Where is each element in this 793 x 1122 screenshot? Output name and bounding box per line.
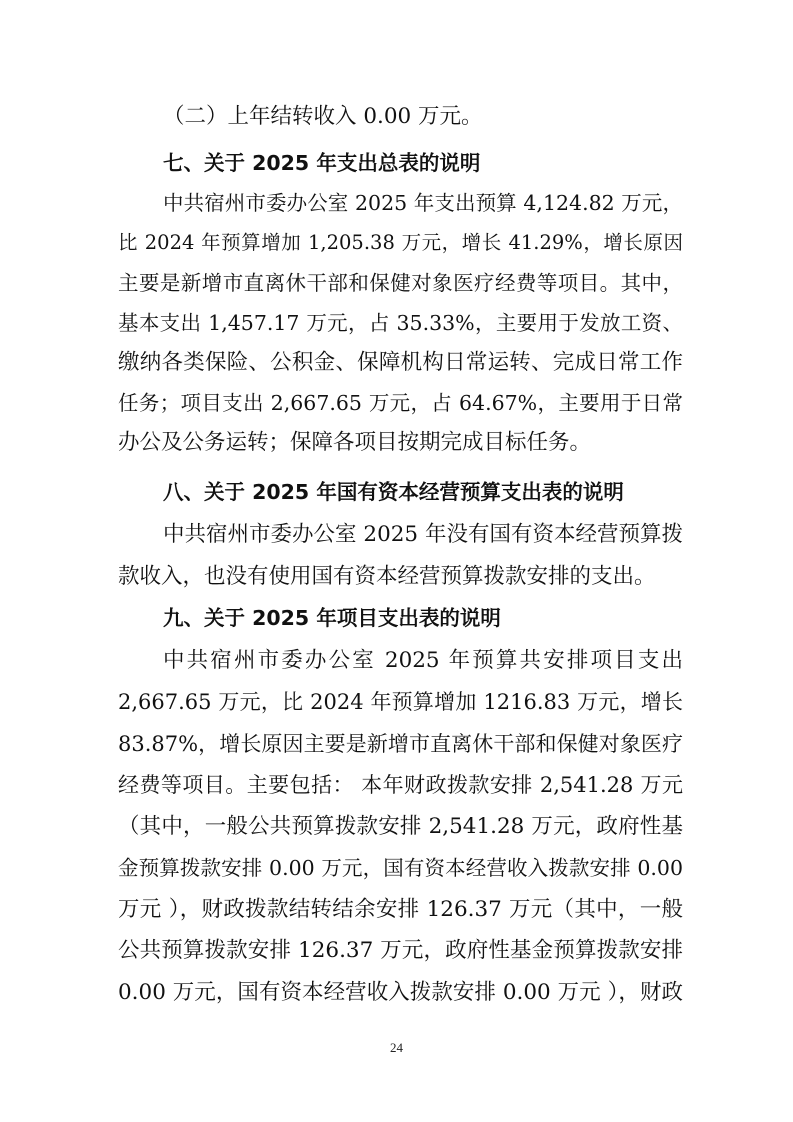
paragraph-line: 万元 ），财政拨款结转结余安排 126.37 万元（其中，一般 [118,897,683,922]
section-heading-7: 七、关于 2025 年支出总表的说明 [163,151,481,175]
paragraph-line: 任务；项目支出 2,667.65 万元，占 64.67%，主要用于日常 [118,391,683,415]
paragraph-line: 83.87%，增长原因主要是新增市直离休干部和保健对象医疗 [118,732,683,756]
section-heading-8: 八、关于 2025 年国有资本经营预算支出表的说明 [163,480,624,504]
text-line-carryover-income: （二）上年结转收入 0.00 万元。 [163,104,483,129]
paragraph-line: 主要是新增市直离休干部和保健对象医疗经费等项目。其中， [118,271,683,295]
paragraph-line: 2,667.65 万元，比 2024 年预算增加 1216.83 万元，增长 [118,690,683,714]
paragraph-line: 0.00 万元，国有资本经营收入拨款安排 0.00 万元 ），财政 [118,980,683,1005]
paragraph-line: 款收入，也没有使用国有资本经营预算拨款安排的支出。 [118,564,656,589]
paragraph-line: 公共预算拨款安排 126.37 万元，政府性基金预算拨款安排 [118,938,683,963]
paragraph-line: 办公及公务运转；保障各项目按期完成目标任务。 [118,430,592,455]
paragraph-line: 金预算拨款安排 0.00 万元，国有资本经营收入拨款安排 0.00 [118,856,683,880]
paragraph-line: 中共宿州市委办公室 2025 年预算共安排项目支出 [163,648,683,673]
paragraph-line: 基本支出 1,457.17 万元，占 35.33%，主要用于发放工资、 [118,311,683,335]
paragraph-line: 中共宿州市委办公室 2025 年没有国有资本经营预算拨 [163,522,683,547]
paragraph-line: （其中，一般公共预算拨款安排 2,541.28 万元，政府性基 [118,814,683,839]
paragraph-line: 经费等项目。主要包括： 本年财政拨款安排 2,541.28 万元 [118,773,683,797]
page-number: 24 [390,1040,403,1055]
paragraph-line: 缴纳各类保险、公积金、保障机构日常运转、完成日常工作 [118,350,683,375]
section-heading-9: 九、关于 2025 年项目支出表的说明 [163,606,501,630]
paragraph-line: 中共宿州市委办公室 2025 年支出预算 4,124.82 万元， [163,191,683,215]
paragraph-line: 比 2024 年预算增加 1,205.38 万元，增长 41.29%，增长原因 [118,231,683,254]
